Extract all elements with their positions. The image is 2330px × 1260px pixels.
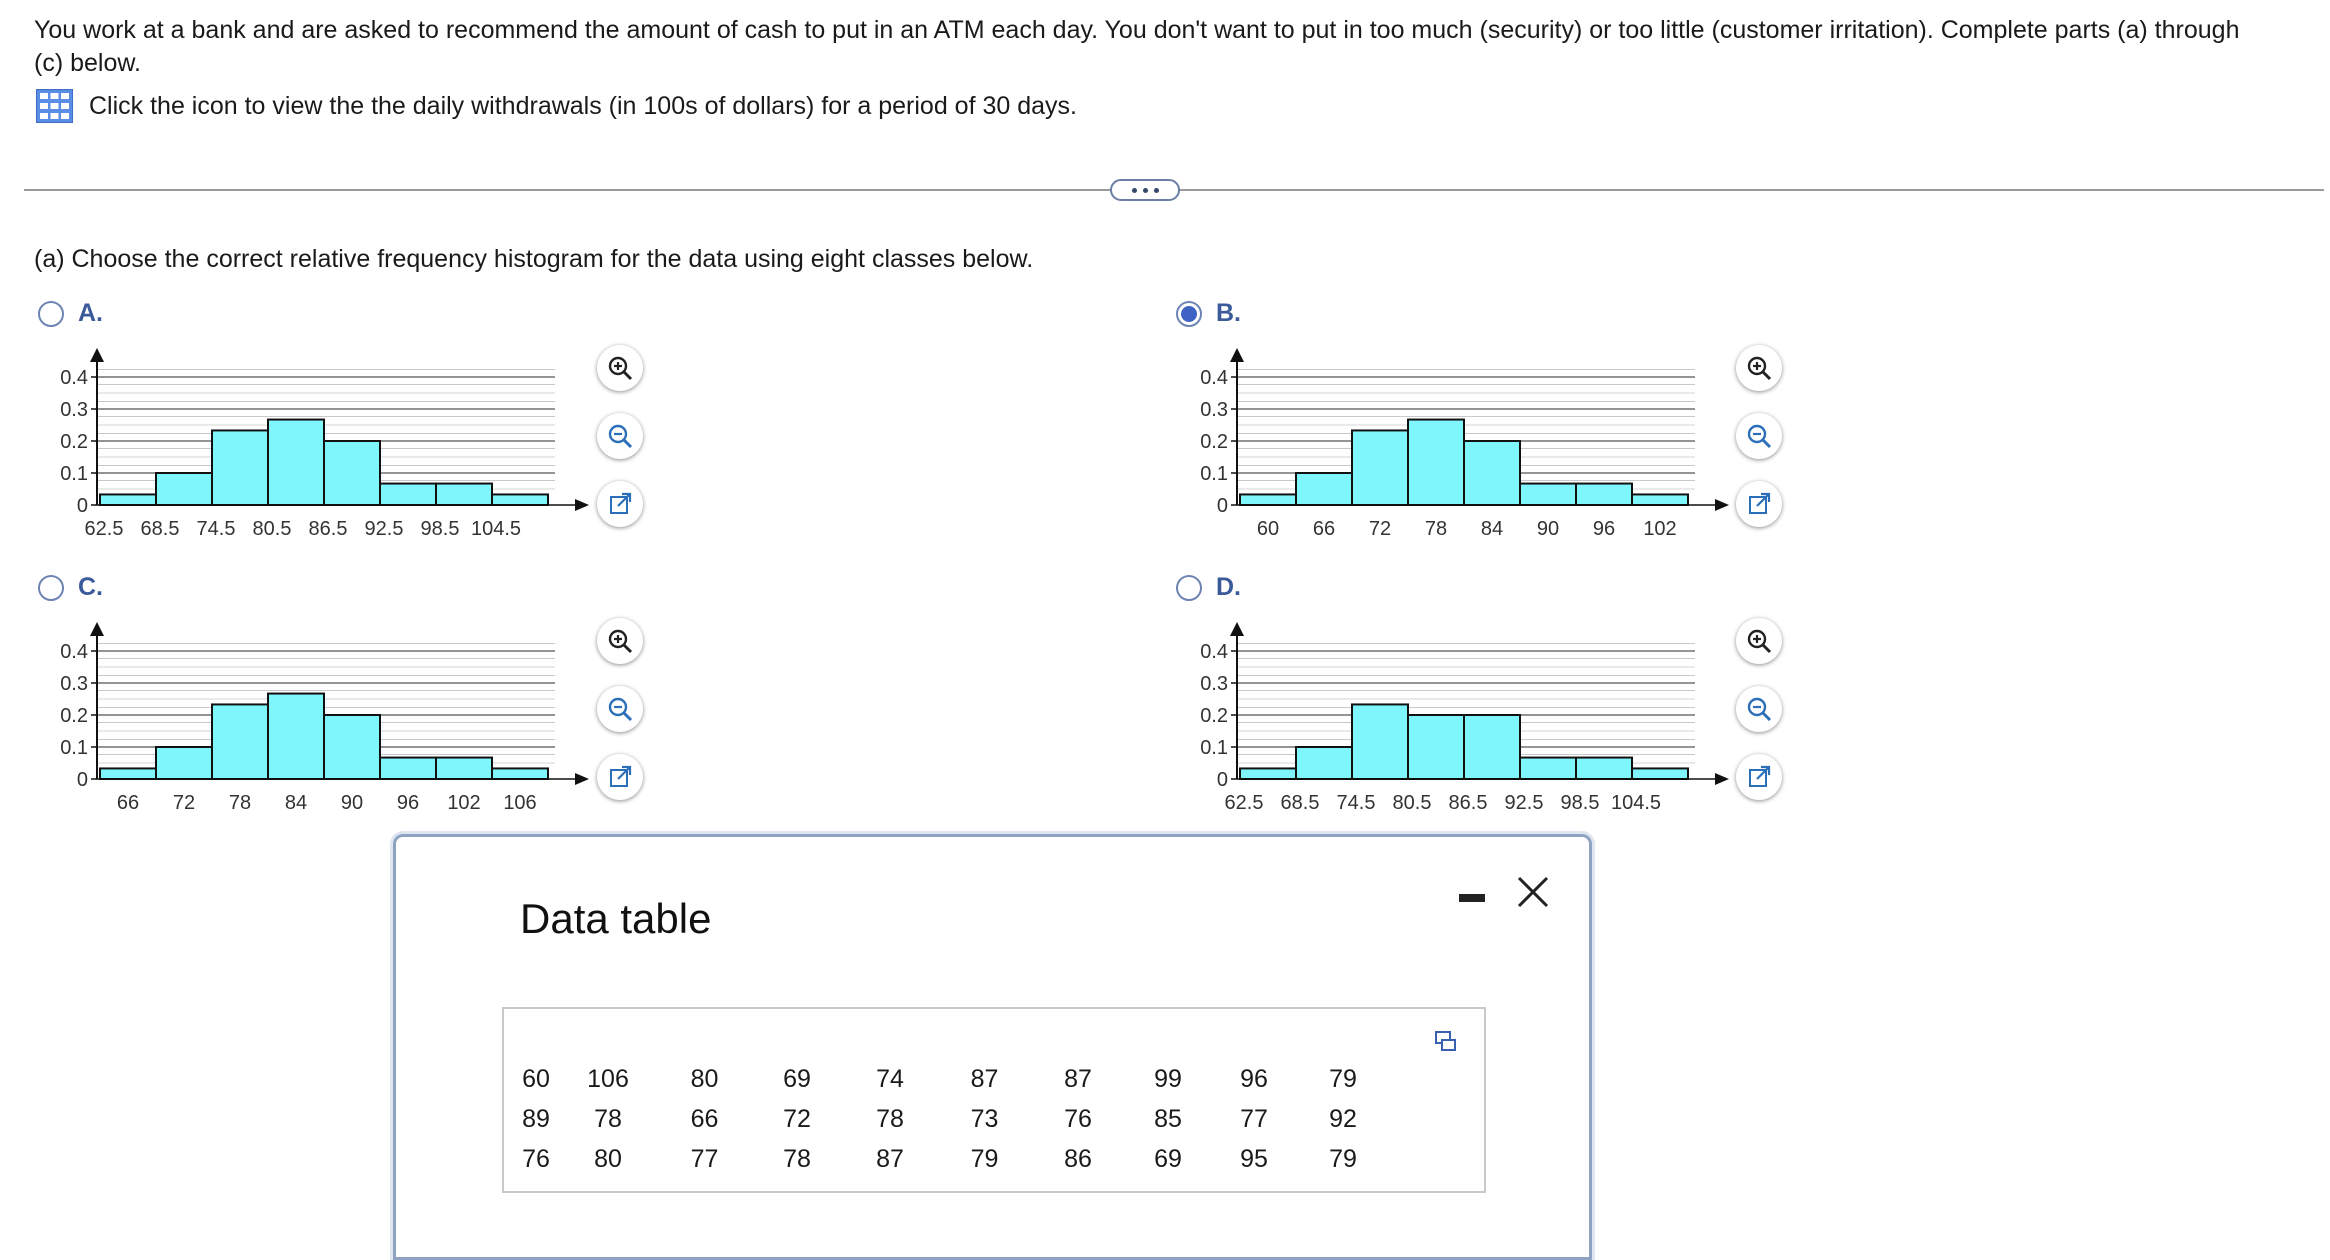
histogram-a-bar-4	[268, 420, 324, 505]
histogram-c-bar-5	[324, 715, 380, 779]
data-table	[514, 1059, 1390, 1179]
histogram-c-y-tick-label: 0	[76, 769, 88, 791]
histogram-d-bar-5	[1464, 715, 1520, 779]
zoom-in-icon[interactable]	[597, 345, 643, 391]
histogram-a-x-tick-label: 86.5	[308, 518, 348, 540]
option-b-radio[interactable]	[1176, 301, 1202, 327]
histogram-a-bar-8	[492, 494, 548, 505]
histogram-b-x-tick-label: 90	[1536, 518, 1560, 540]
histogram-d-bar-2	[1296, 747, 1352, 779]
zoom-in-icon[interactable]	[1736, 345, 1782, 391]
histogram-c-y-tick-label: 0.2	[60, 705, 88, 727]
data-table-box	[502, 1007, 1486, 1193]
zoom-in-icon-glyph	[606, 627, 634, 655]
table-cell: 66	[690, 1104, 719, 1133]
more-icon	[1132, 188, 1137, 193]
pop-out-icon[interactable]	[1736, 754, 1782, 800]
histogram-d-x-tick-label: 62.5	[1224, 792, 1264, 814]
histogram-c-bar-8	[492, 768, 548, 779]
data-table-window	[393, 834, 1592, 1260]
histogram-d-x-tick-label: 80.5	[1392, 792, 1432, 814]
table-cell: 87	[876, 1144, 904, 1173]
table-cell: 86	[1064, 1144, 1092, 1173]
option-c[interactable]	[38, 573, 103, 602]
table-cell: 96	[1240, 1064, 1268, 1093]
zoom-out-icon-glyph	[606, 695, 634, 723]
histogram-c-x-tick-label: 78	[228, 792, 252, 814]
x-axis-arrow	[1715, 499, 1729, 511]
histogram-a-x-tick-label: 62.5	[84, 518, 124, 540]
histogram-a-y-tick-label: 0	[76, 495, 88, 517]
histogram-a-x-tick-label: 80.5	[252, 518, 292, 540]
histogram-b-bar-6	[1520, 484, 1576, 505]
histogram-d-y-tick-label: 0	[1216, 769, 1228, 791]
option-c-radio[interactable]	[38, 575, 64, 601]
zoom-in-icon[interactable]	[597, 618, 643, 664]
table-cell: 99	[1154, 1064, 1182, 1093]
view-data-link[interactable]	[36, 89, 1077, 123]
histogram-a-bar-3	[212, 430, 268, 505]
histogram-d-x-tick-label: 104.5	[1610, 792, 1662, 814]
question-intro: You work at a bank and are asked to recommend the amount of cash to put in an ATM each day. You don't want to put in too much (security) or too little (customer irritation). Complete parts (a) through (c) below.	[34, 16, 2240, 77]
histogram-a-y-tick-label: 0.1	[60, 463, 88, 485]
pop-out-icon[interactable]	[1736, 481, 1782, 527]
x-axis-arrow	[575, 499, 589, 511]
histogram-a-y-tick-label: 0.3	[60, 399, 88, 421]
table-cell: 69	[783, 1064, 811, 1093]
histogram-a-x-tick-label: 98.5	[420, 518, 460, 540]
option-a-radio[interactable]	[38, 301, 64, 327]
histogram-d-y-tick-label: 0.3	[1200, 673, 1228, 695]
histogram-d-y-tick-label: 0.4	[1200, 641, 1228, 663]
table-cell: 79	[970, 1144, 999, 1173]
histogram-d-bar-6	[1520, 758, 1576, 779]
histogram-b-bar-1	[1240, 494, 1296, 505]
histogram-c-bar-4	[268, 694, 324, 779]
table-cell: 79	[1329, 1144, 1357, 1173]
option-d-label: D.	[1216, 573, 1241, 601]
histogram-a-bar-5	[324, 441, 380, 505]
histogram-c-x-tick-label: 90	[340, 792, 364, 814]
histogram-d-bar-4	[1408, 715, 1464, 779]
histogram-b-x-tick-label: 72	[1368, 518, 1392, 540]
histogram-c-bar-3	[212, 704, 268, 779]
option-a[interactable]	[38, 299, 103, 328]
table-cell: 60	[522, 1064, 550, 1093]
histogram-a-bar-2	[156, 473, 212, 505]
histogram-c-x-tick-label: 72	[172, 792, 196, 814]
pop-out-icon-glyph	[1745, 490, 1773, 518]
zoom-out-icon[interactable]	[597, 413, 643, 459]
histogram-c	[0, 614, 600, 824]
y-axis-arrow	[1230, 622, 1244, 636]
table-cell: 69	[1154, 1144, 1182, 1173]
table-cell: 95	[1240, 1144, 1268, 1173]
histogram-b	[1140, 340, 1740, 550]
data-table-icon[interactable]	[36, 89, 73, 123]
zoom-out-icon[interactable]	[597, 686, 643, 732]
zoom-in-icon-glyph	[606, 354, 634, 382]
histogram-b-bar-5	[1464, 441, 1520, 505]
histogram-d-x-tick-label: 74.5	[1336, 792, 1376, 814]
view-data-link-text[interactable]: Click the icon to view the the daily withdrawals (in 100s of dollars) for a period of 30 days.	[89, 91, 1077, 120]
histogram-b-bar-3	[1352, 430, 1408, 505]
pop-out-icon[interactable]	[597, 754, 643, 800]
pop-out-icon-glyph	[606, 763, 634, 791]
histogram-a	[0, 340, 600, 550]
zoom-out-icon[interactable]	[1736, 413, 1782, 459]
histogram-d-bar-1	[1240, 768, 1296, 779]
part-a-question: (a) Choose the correct relative frequency histogram for the data using eight classes below.	[34, 245, 1034, 273]
histogram-d-y-tick-label: 0.1	[1200, 737, 1228, 759]
more-button[interactable]	[1110, 179, 1180, 201]
histogram-a-y-tick-label: 0.4	[60, 367, 88, 389]
histogram-c-bar-6	[380, 758, 436, 779]
y-axis-arrow	[1230, 348, 1244, 362]
histogram-d-y-tick-label: 0.2	[1200, 705, 1228, 727]
histogram-b-bar-4	[1408, 420, 1464, 505]
table-cell: 77	[690, 1144, 719, 1173]
histogram-a-x-tick-label: 68.5	[140, 518, 180, 540]
zoom-in-icon-glyph	[1745, 354, 1773, 382]
option-a-label: A.	[78, 299, 103, 327]
histogram-c-bar-2	[156, 747, 212, 779]
histogram-b-y-tick-label: 0	[1216, 495, 1228, 517]
histogram-a-x-tick-label: 92.5	[364, 518, 404, 540]
histogram-b-x-tick-label: 78	[1424, 518, 1448, 540]
histogram-c-bar-7	[436, 758, 492, 779]
histogram-d-x-tick-label: 98.5	[1560, 792, 1600, 814]
histogram-b-bar-7	[1576, 484, 1632, 505]
close-icon[interactable]	[1513, 872, 1553, 912]
histogram-c-bar-1	[100, 768, 156, 779]
histogram-b-x-tick-label: 102	[1643, 518, 1677, 540]
histogram-c-x-tick-label: 66	[116, 792, 140, 814]
pop-out-icon-glyph	[606, 490, 634, 518]
option-d-radio[interactable]	[1176, 575, 1202, 601]
zoom-in-icon-glyph	[1745, 627, 1773, 655]
table-cell: 76	[522, 1144, 550, 1173]
table-cell: 87	[1064, 1064, 1092, 1093]
zoom-in-icon[interactable]	[1736, 618, 1782, 664]
table-cell: 74	[876, 1064, 904, 1093]
table-cell: 76	[1064, 1104, 1092, 1133]
table-cell: 77	[1240, 1104, 1268, 1133]
option-c-label: C.	[78, 573, 103, 601]
histogram-a-bar-7	[436, 484, 492, 505]
histogram-d-bar-8	[1632, 768, 1688, 779]
y-axis-arrow	[90, 622, 104, 636]
histogram-d-x-tick-label: 92.5	[1504, 792, 1544, 814]
table-cell: 80	[690, 1064, 719, 1093]
histogram-d-bar-3	[1352, 704, 1408, 779]
histogram-b-x-tick-label: 60	[1256, 518, 1280, 540]
y-axis-arrow	[90, 348, 104, 362]
table-cell: 78	[876, 1104, 904, 1133]
table-cell: 78	[594, 1104, 622, 1133]
histogram-b-x-tick-label: 84	[1480, 518, 1504, 540]
zoom-out-icon-glyph	[606, 422, 634, 450]
table-cell: 89	[522, 1104, 550, 1133]
table-cell: 80	[594, 1144, 622, 1173]
histogram-d	[1140, 614, 1740, 824]
table-cell: 87	[970, 1064, 999, 1093]
pop-out-icon-glyph	[1745, 763, 1773, 791]
histogram-c-x-tick-label: 84	[284, 792, 308, 814]
histogram-b-x-tick-label: 66	[1312, 518, 1336, 540]
histogram-b-y-tick-label: 0.1	[1200, 463, 1228, 485]
option-b[interactable]	[1176, 299, 1241, 328]
table-cell: 85	[1154, 1104, 1182, 1133]
histogram-a-bar-1	[100, 494, 156, 505]
histogram-c-y-tick-label: 0.4	[60, 641, 88, 663]
copy-icon[interactable]	[1434, 1029, 1458, 1053]
option-d[interactable]	[1176, 573, 1241, 602]
table-row	[514, 1139, 1390, 1179]
histogram-b-y-tick-label: 0.2	[1200, 431, 1228, 453]
histogram-c-y-tick-label: 0.3	[60, 673, 88, 695]
x-axis-arrow	[575, 773, 589, 785]
histogram-b-x-tick-label: 96	[1592, 518, 1616, 540]
zoom-out-icon[interactable]	[1736, 686, 1782, 732]
table-cell: 73	[970, 1104, 999, 1133]
histogram-a-y-tick-label: 0.2	[60, 431, 88, 453]
x-axis-arrow	[1715, 773, 1729, 785]
pop-out-icon[interactable]	[597, 481, 643, 527]
histogram-b-y-tick-label: 0.4	[1200, 367, 1228, 389]
histogram-b-bar-8	[1632, 494, 1688, 505]
histogram-b-bar-2	[1296, 473, 1352, 505]
histogram-d-bar-7	[1576, 758, 1632, 779]
table-row	[514, 1059, 1390, 1099]
minimize-icon[interactable]	[1459, 894, 1485, 902]
table-cell: 106	[587, 1064, 629, 1093]
table-cell: 72	[783, 1104, 811, 1133]
zoom-out-icon-glyph	[1745, 695, 1773, 723]
histogram-c-x-tick-label: 96	[396, 792, 420, 814]
histogram-a-x-tick-label: 74.5	[196, 518, 236, 540]
table-row	[514, 1099, 1390, 1139]
table-cell: 79	[1329, 1064, 1357, 1093]
zoom-out-icon-glyph	[1745, 422, 1773, 450]
histogram-a-bar-6	[380, 484, 436, 505]
histogram-b-y-tick-label: 0.3	[1200, 399, 1228, 421]
histogram-a-x-tick-label: 104.5	[470, 518, 522, 540]
histogram-c-x-tick-label: 102	[447, 792, 481, 814]
data-table-title: Data table	[520, 895, 712, 942]
histogram-c-y-tick-label: 0.1	[60, 737, 88, 759]
histogram-c-x-tick-label: 106	[503, 792, 537, 814]
table-cell: 78	[783, 1144, 811, 1173]
option-b-label: B.	[1216, 299, 1241, 327]
histogram-d-x-tick-label: 68.5	[1280, 792, 1320, 814]
histogram-d-x-tick-label: 86.5	[1448, 792, 1488, 814]
table-cell: 92	[1329, 1104, 1357, 1133]
